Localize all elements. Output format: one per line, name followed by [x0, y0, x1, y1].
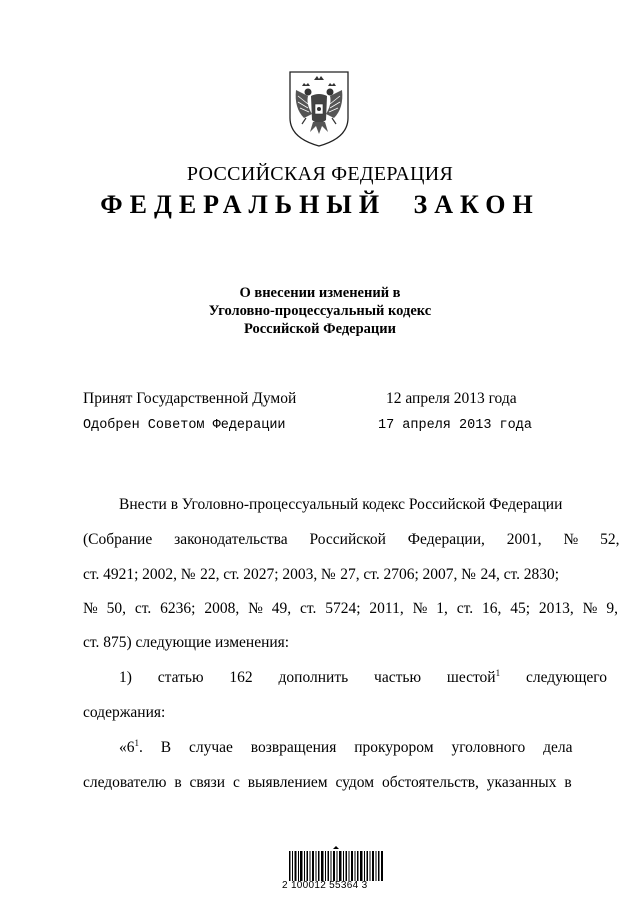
item-1-line-1 — [119, 667, 608, 687]
body-line-4: № 50, ст. 6236; 2008, № 49, ст. 5724; 2011, № 1, ст. 16, 45; 2013, № 9, — [83, 600, 618, 617]
law-title — [0, 284, 640, 338]
duma-adoption-date: 12 апреля 2013 года — [386, 390, 517, 407]
item-1-superscript: 1 — [495, 667, 501, 678]
body-line-2: (Собрание законодательства Российской Федерации, 2001, № 52, — [83, 531, 620, 548]
body-line-3: ст. 4921; 2002, № 22, ст. 2027; 2003, № 27, ст. 2706; 2007, № 24, ст. 2830; — [83, 566, 559, 583]
quote-line-2: следователю в связи с выявлением судом обстоятельств, указанных в — [83, 774, 572, 791]
council-approval-date: 17 апреля 2013 года — [378, 418, 532, 433]
body-line-5: ст. 875) следующие изменения: — [83, 634, 290, 651]
barcode-number: 2 100012 55364 3 — [282, 880, 368, 891]
item-1-text-end: следующего — [500, 669, 608, 686]
law-type-heading: ФЕДЕРАЛЬНЫЙ ЗАКОН — [100, 190, 540, 219]
quote-line-1 — [119, 737, 573, 757]
quote-text: . В случае возвращения прокурором уголовного дела — [139, 739, 573, 756]
quote-text-start: «6 — [119, 739, 135, 756]
item-1-line-2: содержания: — [83, 704, 166, 721]
quote-superscript: 1 — [134, 737, 139, 748]
law-title-line-1: О внесении изменений в — [239, 285, 401, 301]
law-title-line-3: Российской Федерации — [243, 321, 396, 337]
duma-adoption-label: Принят Государственной Думой — [83, 390, 297, 407]
body-line-1: Внести в Уголовно-процессуальный кодекс Российской Федерации — [119, 496, 563, 513]
council-approval-label: Одобрен Советом Федерации — [83, 418, 286, 433]
item-1-text: 1) статью 162 дополнить частью шестой — [119, 669, 496, 686]
country-heading: РОССИЙСКАЯ ФЕДЕРАЦИЯ — [186, 163, 454, 185]
law-title-line-2: Уголовно-процессуальный кодекс — [208, 303, 432, 319]
coat-of-arms-emblem — [286, 68, 352, 148]
barcode — [289, 845, 385, 883]
